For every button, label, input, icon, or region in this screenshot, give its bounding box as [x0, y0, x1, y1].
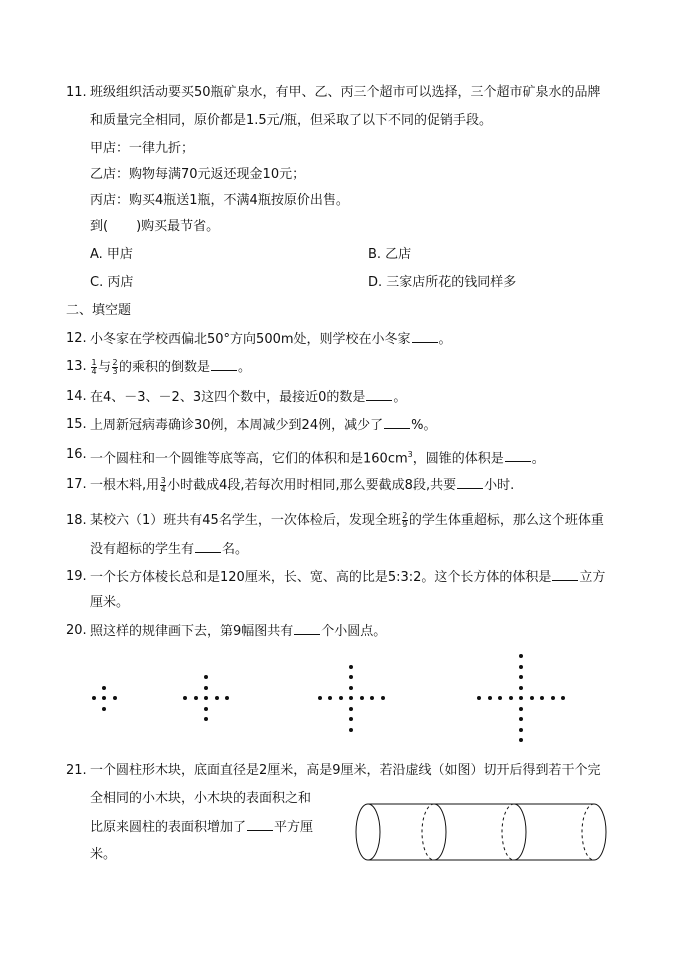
dot: [561, 696, 565, 700]
q11-line1: 班级组织活动要买50瓶矿泉水，有甲、乙、丙三个超市可以选择，三个超市矿泉水的品牌: [90, 85, 601, 100]
q11-option-b: B. 乙店: [368, 247, 412, 262]
dot: [519, 675, 523, 679]
q16-stem-2: ，圆锥的体积是: [412, 451, 504, 467]
q20-tail: 个小圆点。: [321, 624, 387, 639]
q13-number: 13.: [66, 359, 87, 374]
q17-fraction: $\frac{3}{4}$: [160, 476, 166, 494]
q17-pre: 一根木料,用: [90, 478, 160, 493]
q11-number: 11.: [66, 85, 87, 100]
q11-shop-bing: 丙店：购买4瓶送1瓶，不满4瓶按原价出售。: [90, 193, 349, 208]
q14-answer-blank[interactable]: [366, 388, 392, 401]
q16-number: 16.: [66, 447, 87, 462]
dot: [204, 707, 208, 711]
section-fill-in-title: 二、填空题: [66, 303, 132, 318]
q14-stem: 在4、－3、－2、3这四个数中，最接近0的数是: [90, 390, 366, 405]
dot: [113, 696, 117, 700]
q13-text: [90, 358, 251, 377]
q18-text: [90, 512, 604, 530]
dot: [488, 696, 492, 700]
q20-stem: 照这样的规律画下去，第9幅图共有: [90, 624, 294, 639]
q20-answer-blank[interactable]: [294, 622, 320, 635]
q19-number: 19.: [66, 569, 87, 584]
dot: [370, 696, 374, 700]
dot: [519, 654, 523, 658]
q21-answer-blank[interactable]: [247, 818, 273, 831]
q18-number: 18.: [66, 513, 87, 528]
dot: [540, 696, 544, 700]
q15-stem: 上周新冠病毒确诊30例，本周减少到24例，减少了: [90, 418, 384, 433]
dot: [102, 707, 106, 711]
q11-line2: 和质量完全相同，原价都是1.5元/瓶，但采取了以下不同的促销手段。: [90, 113, 493, 128]
dot: [551, 696, 555, 700]
q19-stem: 一个长方体棱长总和是120厘米，长、宽、高的比是5:3:2。这个长方体的体积是: [90, 570, 552, 585]
q13-answer-blank[interactable]: [211, 358, 237, 371]
q13-stem: 的乘积的倒数是: [119, 360, 211, 375]
dot: [349, 686, 353, 690]
q13-tail: 。: [238, 360, 252, 375]
q16-answer-blank[interactable]: [505, 449, 531, 462]
dot: [530, 696, 534, 700]
q15-number: 15.: [66, 417, 87, 432]
q16-tail: 。: [531, 451, 545, 467]
q11-ask-pre: 到(: [90, 219, 109, 234]
q19-line2: 厘米。: [90, 595, 130, 610]
dot: [204, 675, 208, 679]
q18-pre: 某校六（1）班共有45名学生，一次体检后，发现全班: [90, 513, 401, 528]
dot: [519, 738, 523, 742]
q12-answer-blank[interactable]: [412, 330, 438, 343]
q13-fraction-1: $\frac{1}{4}$: [91, 358, 97, 376]
q15-answer-blank[interactable]: [384, 416, 410, 429]
q21-line1: 一个圆柱形木块，底面直径是2厘米，高是9厘米，若沿虚线（如图）切开后得到若干个完: [90, 763, 601, 778]
q15-text: [90, 416, 436, 435]
dot: [360, 696, 364, 700]
q11-shop-jia: 甲店：一律九折；: [90, 141, 195, 156]
q12-text: [90, 330, 452, 349]
cylinder-figure: [352, 796, 612, 868]
q11-option-a: A. 甲店: [90, 247, 133, 262]
q14-tail: 。: [393, 390, 407, 405]
q11-shop-yi: 乙店：购物每满70元返还现金10元；: [90, 167, 306, 182]
dot: [477, 696, 481, 700]
q21-number: 21.: [66, 763, 87, 778]
q20-text: [90, 622, 386, 641]
q21-stem: 比原来圆柱的表面积增加了: [90, 820, 247, 835]
dot: [194, 696, 198, 700]
dot: [519, 717, 523, 721]
dot: [381, 696, 385, 700]
q17-text: [90, 476, 514, 495]
dot: [519, 728, 523, 732]
q19-text: [90, 568, 605, 587]
q13-fraction-2: $\frac{2}{3}$: [112, 358, 118, 376]
q14-number: 14.: [66, 389, 87, 404]
dot: [349, 728, 353, 732]
q17-stem: 小时截成4段,若每次用时相同,那么要截成8段,共要: [167, 478, 457, 493]
dot: [102, 696, 106, 700]
q18-fraction: $\frac{2}{9}$: [402, 511, 408, 529]
q11-option-c: C. 丙店: [90, 275, 134, 290]
dot: [519, 665, 523, 669]
q15-tail: %。: [411, 418, 437, 433]
q18-answer-blank[interactable]: [195, 540, 221, 553]
q18-stem-2: 没有超标的学生有: [90, 542, 195, 557]
q17-tail: 小时.: [484, 478, 515, 493]
dot: [509, 696, 513, 700]
dot: [349, 665, 353, 669]
dot: [318, 696, 322, 700]
dot: [92, 696, 96, 700]
q16-superscript: 3: [407, 450, 413, 459]
q18-stem: 的学生体重超标，那么这个班体重: [408, 513, 604, 528]
q17-number: 17.: [66, 477, 87, 492]
q17-answer-blank[interactable]: [457, 476, 483, 489]
dot: [328, 696, 332, 700]
q13-with: 与: [98, 360, 112, 375]
q12-number: 12.: [66, 331, 87, 346]
dot: [215, 696, 219, 700]
q11-ask-post: )购买最节省。: [136, 219, 220, 234]
dot: [519, 696, 523, 700]
q18-tail: 名。: [222, 542, 249, 557]
dot: [498, 696, 502, 700]
q11-option-d: D. 三家店所花的钱同样多: [368, 275, 517, 290]
q21-tail: 平方厘: [274, 820, 314, 835]
dot: [519, 707, 523, 711]
q14-text: [90, 388, 406, 407]
q18-line2: [90, 540, 248, 559]
q16-stem: 一个圆柱和一个圆锥等底等高，它们的体积和是160cm: [90, 451, 408, 467]
dot: [225, 696, 229, 700]
q20-number: 20.: [66, 623, 87, 638]
dot: [204, 717, 208, 721]
q12-stem: 小冬家在学校西偏北50°方向500m处，则学校在小冬家: [90, 332, 411, 347]
dot: [204, 686, 208, 690]
dot: [349, 717, 353, 721]
q11-question: [90, 218, 219, 236]
dot: [349, 696, 353, 700]
q19-answer-blank[interactable]: [552, 568, 578, 581]
q16-text: [90, 446, 545, 468]
q21-line2: 全相同的小木块，小木块的表面积之和: [90, 791, 312, 806]
dot: [349, 675, 353, 679]
dot: [204, 696, 208, 700]
dot: [349, 707, 353, 711]
dot: [519, 686, 523, 690]
q21-line4: 米。: [90, 847, 117, 862]
dot: [183, 696, 187, 700]
q19-tail: 立方: [579, 570, 606, 585]
q21-line3: [90, 818, 313, 837]
q12-tail: 。: [438, 332, 452, 347]
dot: [339, 696, 343, 700]
dot: [102, 686, 106, 690]
